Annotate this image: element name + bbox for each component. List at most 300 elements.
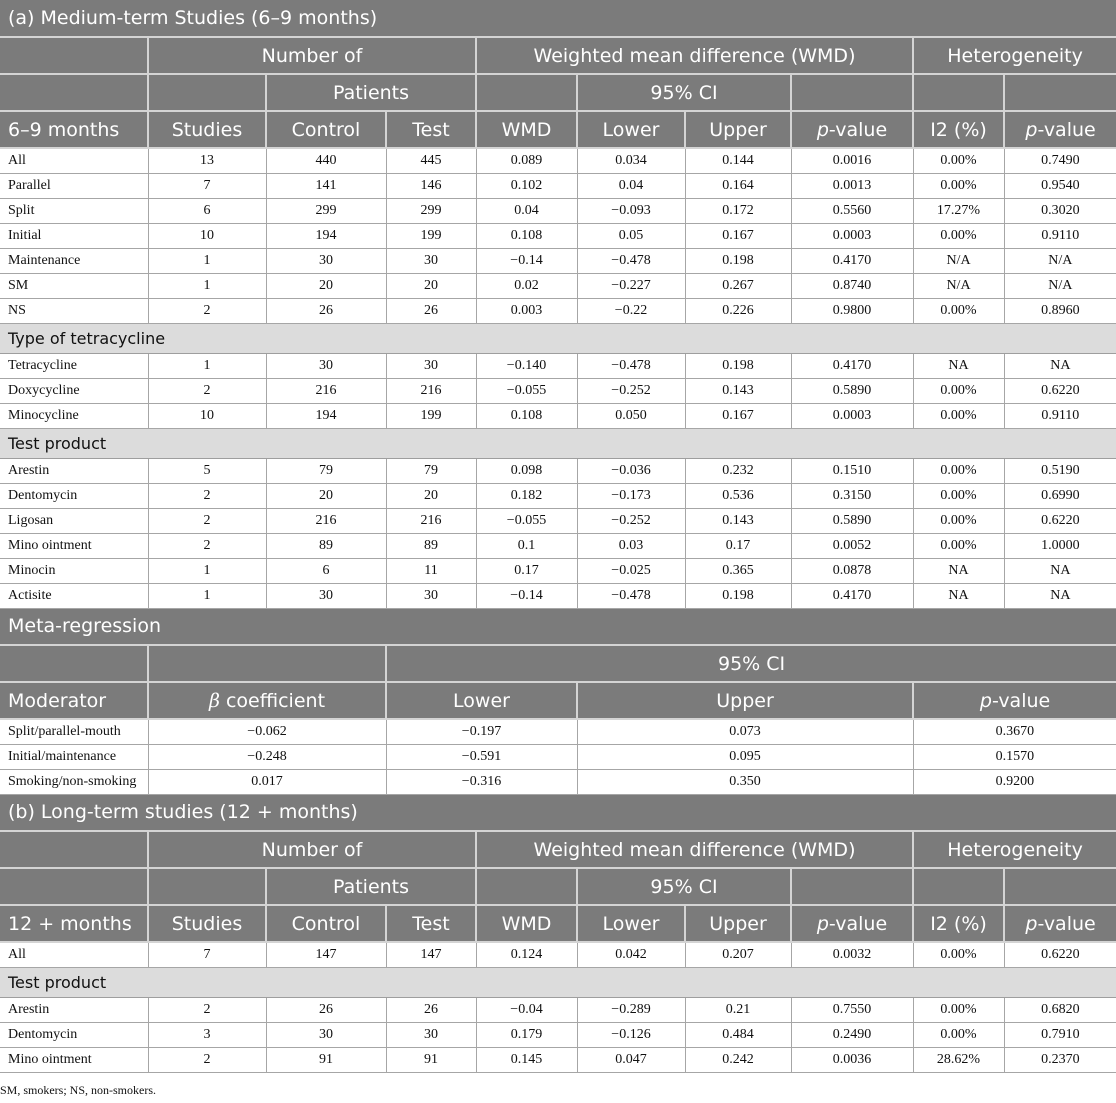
table-cell: 26 bbox=[266, 298, 386, 323]
header-cell-empty bbox=[791, 74, 913, 111]
table-cell: 0.2370 bbox=[1004, 1047, 1116, 1072]
table-cell: 0.9110 bbox=[1004, 403, 1116, 428]
table-cell: 0.167 bbox=[685, 403, 791, 428]
table-cell: 216 bbox=[386, 378, 476, 403]
table-row bbox=[0, 942, 1116, 967]
table-cell: 0.00% bbox=[913, 403, 1004, 428]
table-cell: NA bbox=[913, 558, 1004, 583]
row-label: All bbox=[0, 148, 148, 173]
meta-ci-row bbox=[0, 645, 1116, 682]
column-header: Studies bbox=[148, 905, 266, 942]
table-cell: 0.6820 bbox=[1004, 997, 1116, 1022]
table-cell: 0.2490 bbox=[791, 1022, 913, 1047]
row-label: Doxycycline bbox=[0, 378, 148, 403]
table-cell: 79 bbox=[386, 458, 476, 483]
table-row bbox=[0, 353, 1116, 378]
column-header: Test bbox=[386, 111, 476, 148]
table-cell: 299 bbox=[386, 198, 476, 223]
table-cell: 26 bbox=[266, 997, 386, 1022]
table-cell: 0.7550 bbox=[791, 997, 913, 1022]
table-row bbox=[0, 173, 1116, 198]
header-cell-empty bbox=[0, 37, 148, 74]
table-cell: 0.536 bbox=[685, 483, 791, 508]
table-cell: 194 bbox=[266, 403, 386, 428]
meta-col-p: p-value bbox=[913, 682, 1116, 719]
table-cell: −0.197 bbox=[386, 719, 577, 744]
meta-row bbox=[0, 719, 1116, 744]
meta-col-lower: Lower bbox=[386, 682, 577, 719]
subsection-label: Test product bbox=[0, 428, 1116, 458]
column-header: Lower bbox=[577, 905, 685, 942]
table-cell: 0.6220 bbox=[1004, 508, 1116, 533]
table-cell: 1 bbox=[148, 353, 266, 378]
meta-title: Meta-regression bbox=[0, 608, 1116, 645]
table-cell: 0.4170 bbox=[791, 583, 913, 608]
table-cell: 0.04 bbox=[577, 173, 685, 198]
table-cell: 0.198 bbox=[685, 583, 791, 608]
header-patients: Patients bbox=[266, 74, 476, 111]
subsection-label-row bbox=[0, 323, 1116, 353]
meta-title-row bbox=[0, 608, 1116, 645]
table-cell: 0.0016 bbox=[791, 148, 913, 173]
table-cell: 3 bbox=[148, 1022, 266, 1047]
table-cell: −0.04 bbox=[476, 997, 577, 1022]
table-cell: 0.108 bbox=[476, 223, 577, 248]
meta-col-moderator: Moderator bbox=[0, 682, 148, 719]
table-cell: 0.0036 bbox=[791, 1047, 913, 1072]
table-cell: 0.017 bbox=[148, 769, 386, 794]
table-cell: 2 bbox=[148, 378, 266, 403]
table-cell: 91 bbox=[386, 1047, 476, 1072]
table-cell: 0.6990 bbox=[1004, 483, 1116, 508]
column-header: p-value bbox=[791, 111, 913, 148]
table-cell: 0.7490 bbox=[1004, 148, 1116, 173]
table-cell: 0.5890 bbox=[791, 378, 913, 403]
table-cell: 2 bbox=[148, 533, 266, 558]
table-cell: 0.00% bbox=[913, 378, 1004, 403]
table-cell: 0.5890 bbox=[791, 508, 913, 533]
table-cell: 0.145 bbox=[476, 1047, 577, 1072]
table-cell: −0.252 bbox=[577, 508, 685, 533]
table-cell: NA bbox=[1004, 558, 1116, 583]
column-header: Upper bbox=[685, 905, 791, 942]
table-row bbox=[0, 997, 1116, 1022]
meta-col-upper: Upper bbox=[577, 682, 913, 719]
header-cell-empty bbox=[476, 74, 577, 111]
table-cell: 0.034 bbox=[577, 148, 685, 173]
table-cell: NA bbox=[1004, 353, 1116, 378]
table-cell: 2 bbox=[148, 483, 266, 508]
column-header: I2 (%) bbox=[913, 111, 1004, 148]
table-row bbox=[0, 248, 1116, 273]
table-cell: 0.00% bbox=[913, 148, 1004, 173]
table-cell: 0.350 bbox=[577, 769, 913, 794]
table-cell: 89 bbox=[386, 533, 476, 558]
subsection-label-row bbox=[0, 967, 1116, 997]
table-row bbox=[0, 508, 1116, 533]
table-cell: 6 bbox=[266, 558, 386, 583]
row-label: Split bbox=[0, 198, 148, 223]
column-header: p-value bbox=[791, 905, 913, 942]
table-cell: 0.00% bbox=[913, 223, 1004, 248]
table-cell: 89 bbox=[266, 533, 386, 558]
table-cell: 0.6220 bbox=[1004, 378, 1116, 403]
table-cell: 0.00% bbox=[913, 298, 1004, 323]
table-cell: 445 bbox=[386, 148, 476, 173]
meta-header-95-ci: 95% CI bbox=[386, 645, 1116, 682]
table-row bbox=[0, 378, 1116, 403]
table-row bbox=[0, 1047, 1116, 1072]
table-cell: 11 bbox=[386, 558, 476, 583]
column-header: Control bbox=[266, 111, 386, 148]
table-cell: 0.9110 bbox=[1004, 223, 1116, 248]
table-row bbox=[0, 533, 1116, 558]
table-cell: 0.207 bbox=[685, 942, 791, 967]
column-header: Test bbox=[386, 905, 476, 942]
table-cell: −0.025 bbox=[577, 558, 685, 583]
table-cell: 147 bbox=[386, 942, 476, 967]
table-cell: 0.124 bbox=[476, 942, 577, 967]
table-cell: 0.9800 bbox=[791, 298, 913, 323]
table-cell: 28.62% bbox=[913, 1047, 1004, 1072]
column-header: WMD bbox=[476, 111, 577, 148]
row-label: Dentomycin bbox=[0, 483, 148, 508]
row-label: Split/parallel-mouth bbox=[0, 719, 148, 744]
table-cell: −0.062 bbox=[148, 719, 386, 744]
table-row bbox=[0, 223, 1116, 248]
table-cell: −0.227 bbox=[577, 273, 685, 298]
row-label: Initial bbox=[0, 223, 148, 248]
beta-symbol: β bbox=[208, 689, 220, 712]
table-cell: 0.3150 bbox=[791, 483, 913, 508]
subgroup-header-row bbox=[0, 868, 1116, 905]
table-cell: 0.089 bbox=[476, 148, 577, 173]
row-label: Ligosan bbox=[0, 508, 148, 533]
table-cell: 0.3020 bbox=[1004, 198, 1116, 223]
table-cell: 0.7910 bbox=[1004, 1022, 1116, 1047]
table-cell: −0.478 bbox=[577, 583, 685, 608]
table-cell: NA bbox=[1004, 583, 1116, 608]
header-wmd: Weighted mean difference (WMD) bbox=[476, 37, 913, 74]
table-cell: 7 bbox=[148, 942, 266, 967]
table-cell: 0.21 bbox=[685, 997, 791, 1022]
table-cell: −0.055 bbox=[476, 508, 577, 533]
table-cell: 194 bbox=[266, 223, 386, 248]
header-number-of: Number of bbox=[148, 37, 476, 74]
table-cell: 0.226 bbox=[685, 298, 791, 323]
meta-row bbox=[0, 769, 1116, 794]
section-title-row bbox=[0, 0, 1116, 37]
table-cell: 0.0052 bbox=[791, 533, 913, 558]
section-title: (a) Medium-term Studies (6–9 months) bbox=[0, 0, 1116, 37]
table-cell: 2 bbox=[148, 508, 266, 533]
table-cell: 1.0000 bbox=[1004, 533, 1116, 558]
table-cell: 0.9200 bbox=[913, 769, 1116, 794]
header-cell-empty bbox=[0, 868, 148, 905]
table-cell: 0.198 bbox=[685, 353, 791, 378]
row-label: Actisite bbox=[0, 583, 148, 608]
table-cell: −0.316 bbox=[386, 769, 577, 794]
table-cell: 147 bbox=[266, 942, 386, 967]
table-cell: −0.14 bbox=[476, 248, 577, 273]
table-cell: −0.173 bbox=[577, 483, 685, 508]
table-cell: 30 bbox=[386, 583, 476, 608]
table-cell: 0.17 bbox=[685, 533, 791, 558]
table-cell: 26 bbox=[386, 997, 476, 1022]
header-cell-empty bbox=[148, 645, 386, 682]
table-cell: 141 bbox=[266, 173, 386, 198]
table-cell: 0.484 bbox=[685, 1022, 791, 1047]
table-cell: 2 bbox=[148, 1047, 266, 1072]
table-cell: 299 bbox=[266, 198, 386, 223]
header-cell-empty bbox=[0, 831, 148, 868]
table-cell: 10 bbox=[148, 223, 266, 248]
table-cell: 0.102 bbox=[476, 173, 577, 198]
table-cell: 0.00% bbox=[913, 483, 1004, 508]
column-header: p-value bbox=[1004, 905, 1116, 942]
table-cell: 0.1510 bbox=[791, 458, 913, 483]
table-cell: 0.172 bbox=[685, 198, 791, 223]
section-title-row bbox=[0, 794, 1116, 831]
table-cell: NA bbox=[913, 353, 1004, 378]
column-header-row bbox=[0, 905, 1116, 942]
table-cell: −0.093 bbox=[577, 198, 685, 223]
row-label: Mino ointment bbox=[0, 1047, 148, 1072]
table-cell: 0.6220 bbox=[1004, 942, 1116, 967]
column-header-label: 12 + months bbox=[0, 905, 148, 942]
table-cell: 0.108 bbox=[476, 403, 577, 428]
table-cell: 7 bbox=[148, 173, 266, 198]
table-cell: −0.14 bbox=[476, 583, 577, 608]
table-cell: −0.478 bbox=[577, 353, 685, 378]
table-cell: 0.143 bbox=[685, 508, 791, 533]
row-label: Minocin bbox=[0, 558, 148, 583]
beta-label: coefficient bbox=[225, 689, 326, 712]
header-cell-empty bbox=[791, 868, 913, 905]
header-cell-empty bbox=[1004, 868, 1116, 905]
header-cell-empty bbox=[0, 645, 148, 682]
table-cell: 0.8740 bbox=[791, 273, 913, 298]
table-cell: 30 bbox=[266, 1022, 386, 1047]
header-cell-empty bbox=[913, 868, 1004, 905]
table-cell: 199 bbox=[386, 403, 476, 428]
column-header: p-value bbox=[1004, 111, 1116, 148]
header-cell-empty bbox=[148, 74, 266, 111]
table-cell: −0.289 bbox=[577, 997, 685, 1022]
table-cell: 30 bbox=[386, 353, 476, 378]
table-cell: 0.03 bbox=[577, 533, 685, 558]
table-cell: 0.365 bbox=[685, 558, 791, 583]
table-cell: 2 bbox=[148, 298, 266, 323]
table-cell: 0.164 bbox=[685, 173, 791, 198]
row-label: Mino ointment bbox=[0, 533, 148, 558]
table-cell: N/A bbox=[913, 273, 1004, 298]
table-cell: 0.5190 bbox=[1004, 458, 1116, 483]
table-cell: 79 bbox=[266, 458, 386, 483]
table-cell: 13 bbox=[148, 148, 266, 173]
table-cell: 0.00% bbox=[913, 1022, 1004, 1047]
table-cell: 216 bbox=[266, 508, 386, 533]
header-heterogeneity: Heterogeneity bbox=[913, 831, 1116, 868]
table-cell: 20 bbox=[266, 483, 386, 508]
subsection-label: Type of tetracycline bbox=[0, 323, 1116, 353]
table-cell: 0.00% bbox=[913, 173, 1004, 198]
subsection-label: Test product bbox=[0, 967, 1116, 997]
table-cell: 5 bbox=[148, 458, 266, 483]
table-cell: −0.22 bbox=[577, 298, 685, 323]
table-cell: 0.143 bbox=[685, 378, 791, 403]
table-cell: 0.02 bbox=[476, 273, 577, 298]
header-cell-empty bbox=[476, 868, 577, 905]
header-cell-empty bbox=[1004, 74, 1116, 111]
table-cell: 0.4170 bbox=[791, 353, 913, 378]
table-cell: −0.591 bbox=[386, 744, 577, 769]
header-number-of: Number of bbox=[148, 831, 476, 868]
table-cell: 0.00% bbox=[913, 533, 1004, 558]
table-cell: 20 bbox=[266, 273, 386, 298]
table-cell: 6 bbox=[148, 198, 266, 223]
table-cell: −0.248 bbox=[148, 744, 386, 769]
column-header: WMD bbox=[476, 905, 577, 942]
table-cell: 0.095 bbox=[577, 744, 913, 769]
row-label: SM bbox=[0, 273, 148, 298]
row-label: Maintenance bbox=[0, 248, 148, 273]
table-cell: −0.055 bbox=[476, 378, 577, 403]
table-cell: 0.5560 bbox=[791, 198, 913, 223]
row-label: Minocycline bbox=[0, 403, 148, 428]
header-heterogeneity: Heterogeneity bbox=[913, 37, 1116, 74]
table-cell: 1 bbox=[148, 273, 266, 298]
header-95-ci: 95% CI bbox=[577, 868, 791, 905]
table-cell: 0.198 bbox=[685, 248, 791, 273]
table-cell: 0.1570 bbox=[913, 744, 1116, 769]
table-cell: −0.478 bbox=[577, 248, 685, 273]
table-cell: NA bbox=[913, 583, 1004, 608]
table-footnote: SM, smokers; NS, non-smokers. bbox=[0, 1082, 157, 1097]
table-row bbox=[0, 198, 1116, 223]
table-cell: 0.0013 bbox=[791, 173, 913, 198]
table-cell: 0.003 bbox=[476, 298, 577, 323]
table-cell: 0.8960 bbox=[1004, 298, 1116, 323]
meta-column-header-row bbox=[0, 682, 1116, 719]
table-cell: −0.036 bbox=[577, 458, 685, 483]
table-cell: 1 bbox=[148, 583, 266, 608]
table-cell: 1 bbox=[148, 558, 266, 583]
table-row bbox=[0, 403, 1116, 428]
column-header: I2 (%) bbox=[913, 905, 1004, 942]
table-cell: 10 bbox=[148, 403, 266, 428]
table-cell: 440 bbox=[266, 148, 386, 173]
table-cell: 0.144 bbox=[685, 148, 791, 173]
table-cell: 30 bbox=[266, 248, 386, 273]
table-row bbox=[0, 558, 1116, 583]
row-label: Arestin bbox=[0, 458, 148, 483]
table-cell: 0.182 bbox=[476, 483, 577, 508]
header-patients: Patients bbox=[266, 868, 476, 905]
row-label: Arestin bbox=[0, 997, 148, 1022]
table-cell: 0.1 bbox=[476, 533, 577, 558]
table-cell: 2 bbox=[148, 997, 266, 1022]
table-cell: 0.167 bbox=[685, 223, 791, 248]
column-header: Lower bbox=[577, 111, 685, 148]
meta-col-beta bbox=[148, 682, 386, 719]
table-cell: 0.267 bbox=[685, 273, 791, 298]
table-cell: 0.00% bbox=[913, 508, 1004, 533]
table-cell: 216 bbox=[266, 378, 386, 403]
table-cell: 0.00% bbox=[913, 458, 1004, 483]
table-cell: −0.126 bbox=[577, 1022, 685, 1047]
header-95-ci: 95% CI bbox=[577, 74, 791, 111]
table-cell: N/A bbox=[1004, 248, 1116, 273]
subsection-label-row bbox=[0, 428, 1116, 458]
table-cell: 0.179 bbox=[476, 1022, 577, 1047]
table-cell: 0.17 bbox=[476, 558, 577, 583]
row-label: All bbox=[0, 942, 148, 967]
table-row bbox=[0, 458, 1116, 483]
table-cell: 0.9540 bbox=[1004, 173, 1116, 198]
meta-row bbox=[0, 744, 1116, 769]
table-cell: 0.3670 bbox=[913, 719, 1116, 744]
table-cell: 0.00% bbox=[913, 942, 1004, 967]
table-cell: 30 bbox=[386, 248, 476, 273]
table-cell: −0.140 bbox=[476, 353, 577, 378]
table-cell: 0.05 bbox=[577, 223, 685, 248]
subgroup-header-row bbox=[0, 74, 1116, 111]
table-cell: 0.04 bbox=[476, 198, 577, 223]
table-cell: 0.0878 bbox=[791, 558, 913, 583]
column-header: Studies bbox=[148, 111, 266, 148]
row-label: Parallel bbox=[0, 173, 148, 198]
table-cell: 20 bbox=[386, 273, 476, 298]
row-label: Initial/maintenance bbox=[0, 744, 148, 769]
table-cell: 26 bbox=[386, 298, 476, 323]
table-row bbox=[0, 298, 1116, 323]
table-row bbox=[0, 148, 1116, 173]
header-cell-empty bbox=[148, 868, 266, 905]
table-cell: 0.0003 bbox=[791, 223, 913, 248]
table-cell: 91 bbox=[266, 1047, 386, 1072]
column-header-label: 6–9 months bbox=[0, 111, 148, 148]
row-label: Tetracycline bbox=[0, 353, 148, 378]
column-header: Control bbox=[266, 905, 386, 942]
group-header-row bbox=[0, 37, 1116, 74]
table-cell: 146 bbox=[386, 173, 476, 198]
section-title: (b) Long-term studies (12 + months) bbox=[0, 794, 1116, 831]
table-cell: 0.047 bbox=[577, 1047, 685, 1072]
header-cell-empty bbox=[0, 74, 148, 111]
table-cell: 1 bbox=[148, 248, 266, 273]
table-cell: 199 bbox=[386, 223, 476, 248]
table-cell: 30 bbox=[266, 353, 386, 378]
table-cell: N/A bbox=[1004, 273, 1116, 298]
header-wmd: Weighted mean difference (WMD) bbox=[476, 831, 913, 868]
header-cell-empty bbox=[913, 74, 1004, 111]
table-cell: 30 bbox=[386, 1022, 476, 1047]
table-cell: 0.050 bbox=[577, 403, 685, 428]
table-cell: 0.242 bbox=[685, 1047, 791, 1072]
table-cell: 0.042 bbox=[577, 942, 685, 967]
table-cell: 17.27% bbox=[913, 198, 1004, 223]
table-row bbox=[0, 583, 1116, 608]
table-cell: 216 bbox=[386, 508, 476, 533]
column-header: Upper bbox=[685, 111, 791, 148]
row-label: Smoking/non-smoking bbox=[0, 769, 148, 794]
table-cell: 0.232 bbox=[685, 458, 791, 483]
row-label: Dentomycin bbox=[0, 1022, 148, 1047]
table-cell: 20 bbox=[386, 483, 476, 508]
table-row bbox=[0, 1022, 1116, 1047]
column-header-row bbox=[0, 111, 1116, 148]
